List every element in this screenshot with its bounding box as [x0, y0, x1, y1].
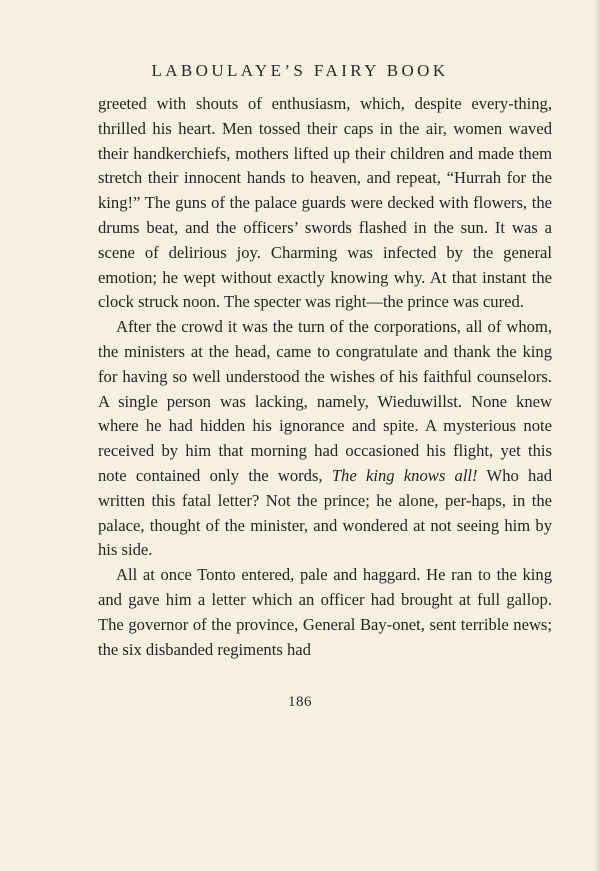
- paragraph-2: [98, 315, 552, 563]
- body-text: [98, 92, 552, 662]
- running-head: LABOULAYE’S FAIRY BOOK: [151, 61, 449, 80]
- paragraph-2-text-end: Who had written this fatal letter? Not the prince; he alone, per-haps, in the palace, thought of the minister, and wondered at not seeing him by his side.: [98, 465, 552, 560]
- italic-quote: The king knows all!: [331, 465, 478, 485]
- paragraph-1: greeted with shouts of enthusiasm, which, despite every-thing, thrilled his heart. Men tossed their caps in the air, women waved their handkerchiefs, mothers lifted up their children and made them stretch their innocent hands to heaven, and repeat, “Hurrah for the king!” The guns of the palace guards were decked with flowers, the drums beat, and the officers’ swords flashed in the sun. It was a scene of delirious joy. Charming was infected by the general emotion; he wept without exactly knowing why. At that instant the clock struck noon. The specter was right—the prince was cured.: [98, 94, 552, 312]
- paragraph-2-text-start: After the crowd it was the turn of the corporations, all of whom, the ministers at the head, came to congratulate and thank the king for having so well understood the wishes of his faithful counselors. A single person was lacking, namely, Wieduwillst. None knew where he had hidden his ignorance and spite. A mysterious note received by him that morning had occasioned his flight, yet this note contained only the words,: [98, 317, 552, 485]
- page-number: 186: [288, 694, 312, 710]
- paragraph-3: All at once Tonto entered, pale and haggard. He ran to the king and gave him a letter which an officer had brought at full gallop. The governor of the province, General Bay-onet, sent terrible news; the six disbanded regiments had: [98, 565, 552, 659]
- page-edge-shadow: [594, 0, 600, 871]
